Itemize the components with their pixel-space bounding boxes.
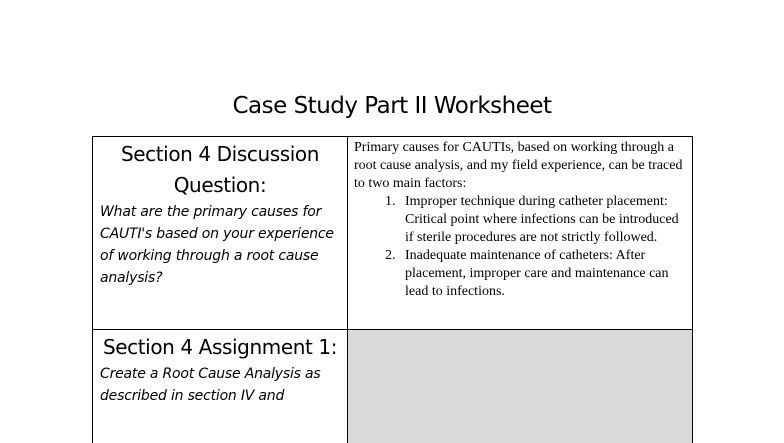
question-cell [93,137,348,330]
answer-cell [348,137,693,330]
question-cell [93,330,348,443]
answer-intro: Primary causes for CAUTIs, based on working through a root cause analysis, and my field experience, can be traced to two main factors: [354,139,688,193]
list-item: 2. Inadequate maintenance of catheters: After placement, improper care and maintenance can lead to infections. [399,247,688,301]
table-row [93,330,693,443]
section-heading: Section 4 Discussion Question: [93,139,347,201]
worksheet-title: Case Study Part II Worksheet [0,93,784,119]
table-row [93,137,693,330]
section-prompt: Create a Root Cause Analysis as described in section IV and [93,363,347,407]
cause-list [354,193,688,301]
worksheet-table [92,136,693,443]
section-heading: Section 4 Assignment 1: [93,332,347,363]
answer-cell-blank [348,330,693,443]
section-prompt: What are the primary causes for CAUTI's based on your experience of working through a root cause analysis? [93,201,347,289]
list-item: 1. Improper technique during catheter placement: Critical point where infections can be introduced if sterile procedures are not strictly followed. [399,193,688,247]
